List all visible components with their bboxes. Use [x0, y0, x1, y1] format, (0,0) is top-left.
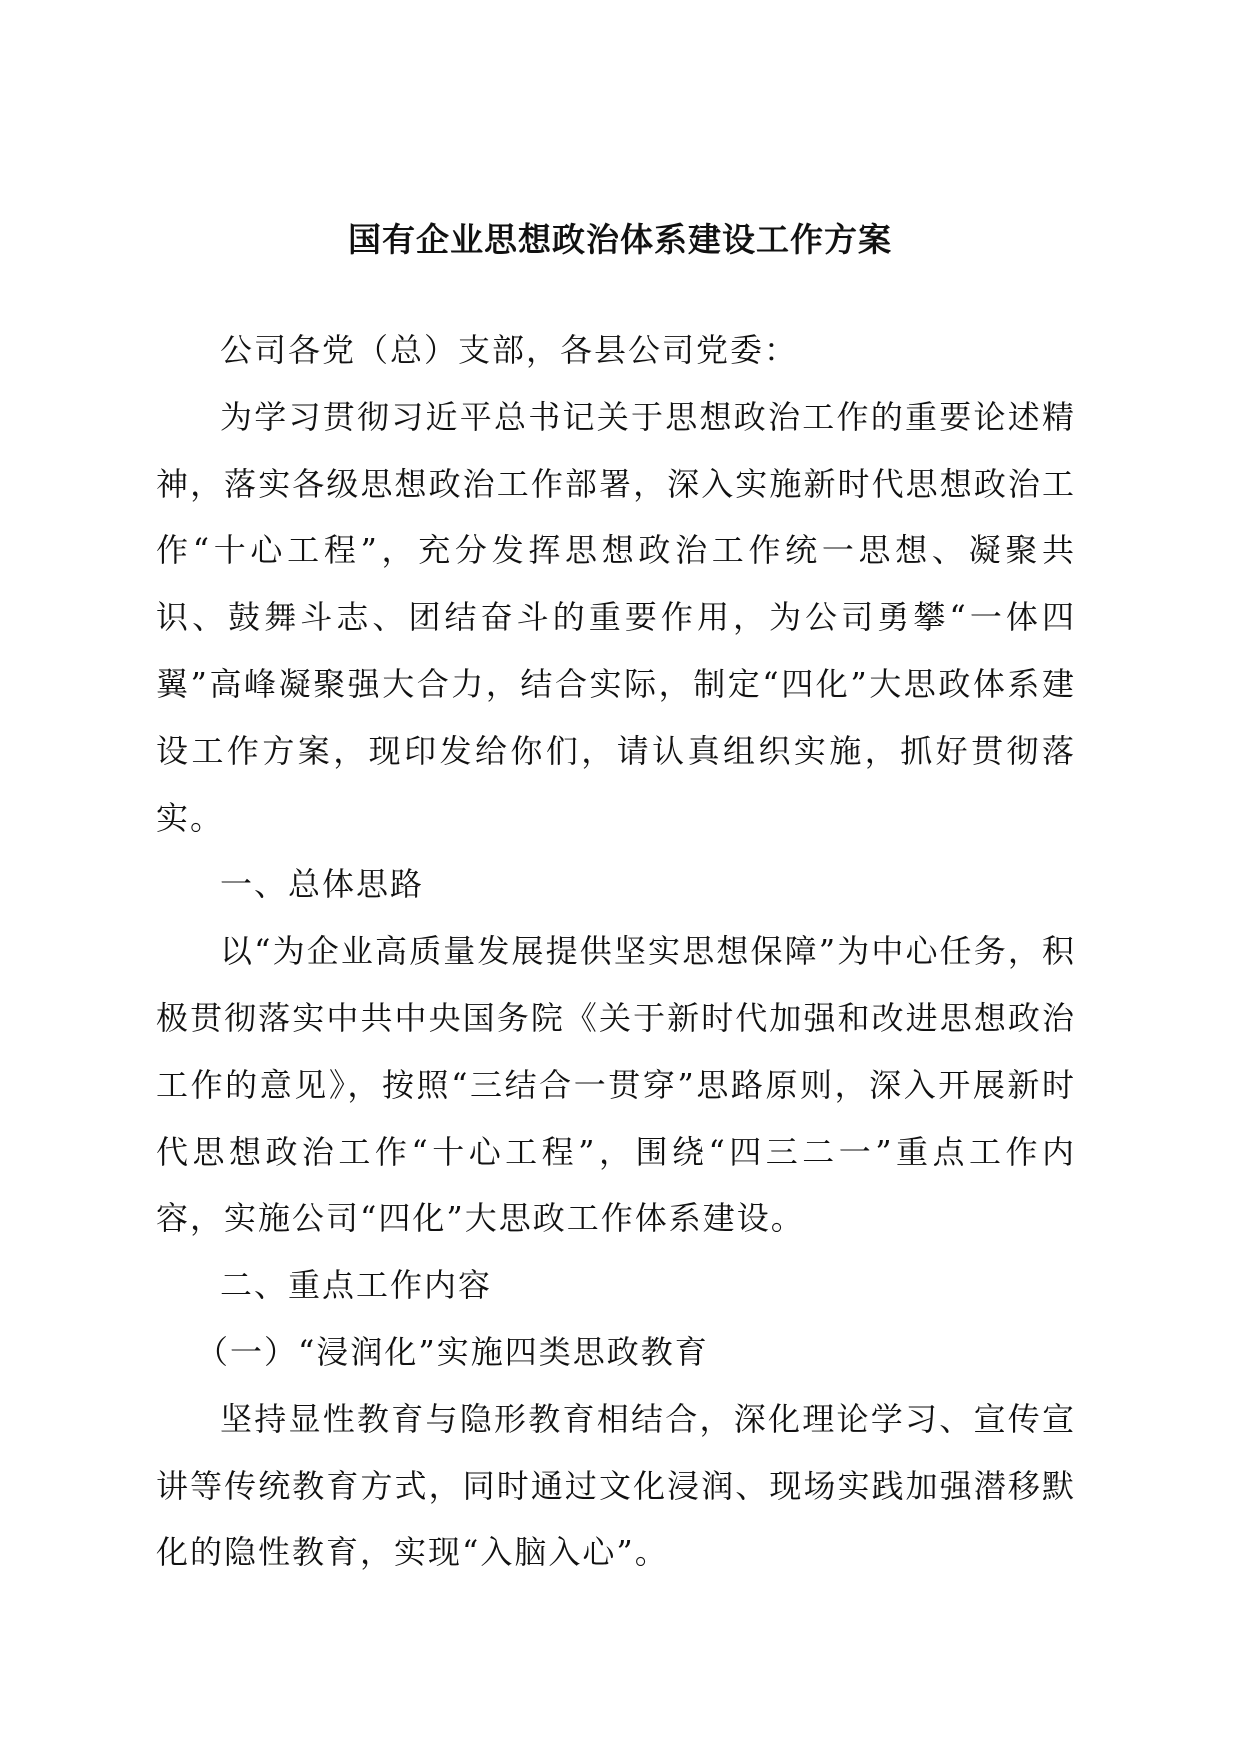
- section-heading-overall-approach: 一、总体思路: [220, 865, 425, 904]
- document-title: 国有企业思想政治体系建设工作方案: [348, 220, 892, 259]
- subsection-heading-education: （一）“浸润化”实施四类思政教育: [196, 1332, 709, 1371]
- section-paragraph-overall-approach: 以“为企业高质量发展提供坚实思想保障”为中心任务，积极贯彻落实中共中央国务院《关于新时代加强和改进思想政治工作的意见》，按照“三结合一贯穿”思路原则，深入开展新时代思想政治工作“十心工程”，围绕“四三二一”重点工作内容，实施公司“四化”大思政工作体系建设。: [156, 932, 1076, 1238]
- salutation: 公司各党（总）支部，各县公司党委：: [220, 331, 799, 369]
- section-heading-key-work: 二、重点工作内容: [220, 1266, 493, 1305]
- document-body: [156, 317, 1076, 1586]
- subsection-paragraph-education: 坚持显性教育与隐形教育相结合，深化理论学习、宣传宣讲等传统教育方式，同时通过文化浸润、现场实践加强潜移默化的隐性教育，实现“入脑入心”。: [156, 1399, 1076, 1572]
- intro-paragraph: 为学习贯彻习近平总书记关于思想政治工作的重要论述精神，落实各级思想政治工作部署，深入实施新时代思想政治工作“十心工程”，充分发挥思想政治工作统一思想、凝聚共识、鼓舞斗志、团结奋斗的重要作用，为公司勇攀“一体四翼”高峰凝聚强大合力，结合实际，制定“四化”大思政体系建设工作方案，现印发给你们，请认真组织实施，抓好贯彻落实。: [156, 397, 1076, 837]
